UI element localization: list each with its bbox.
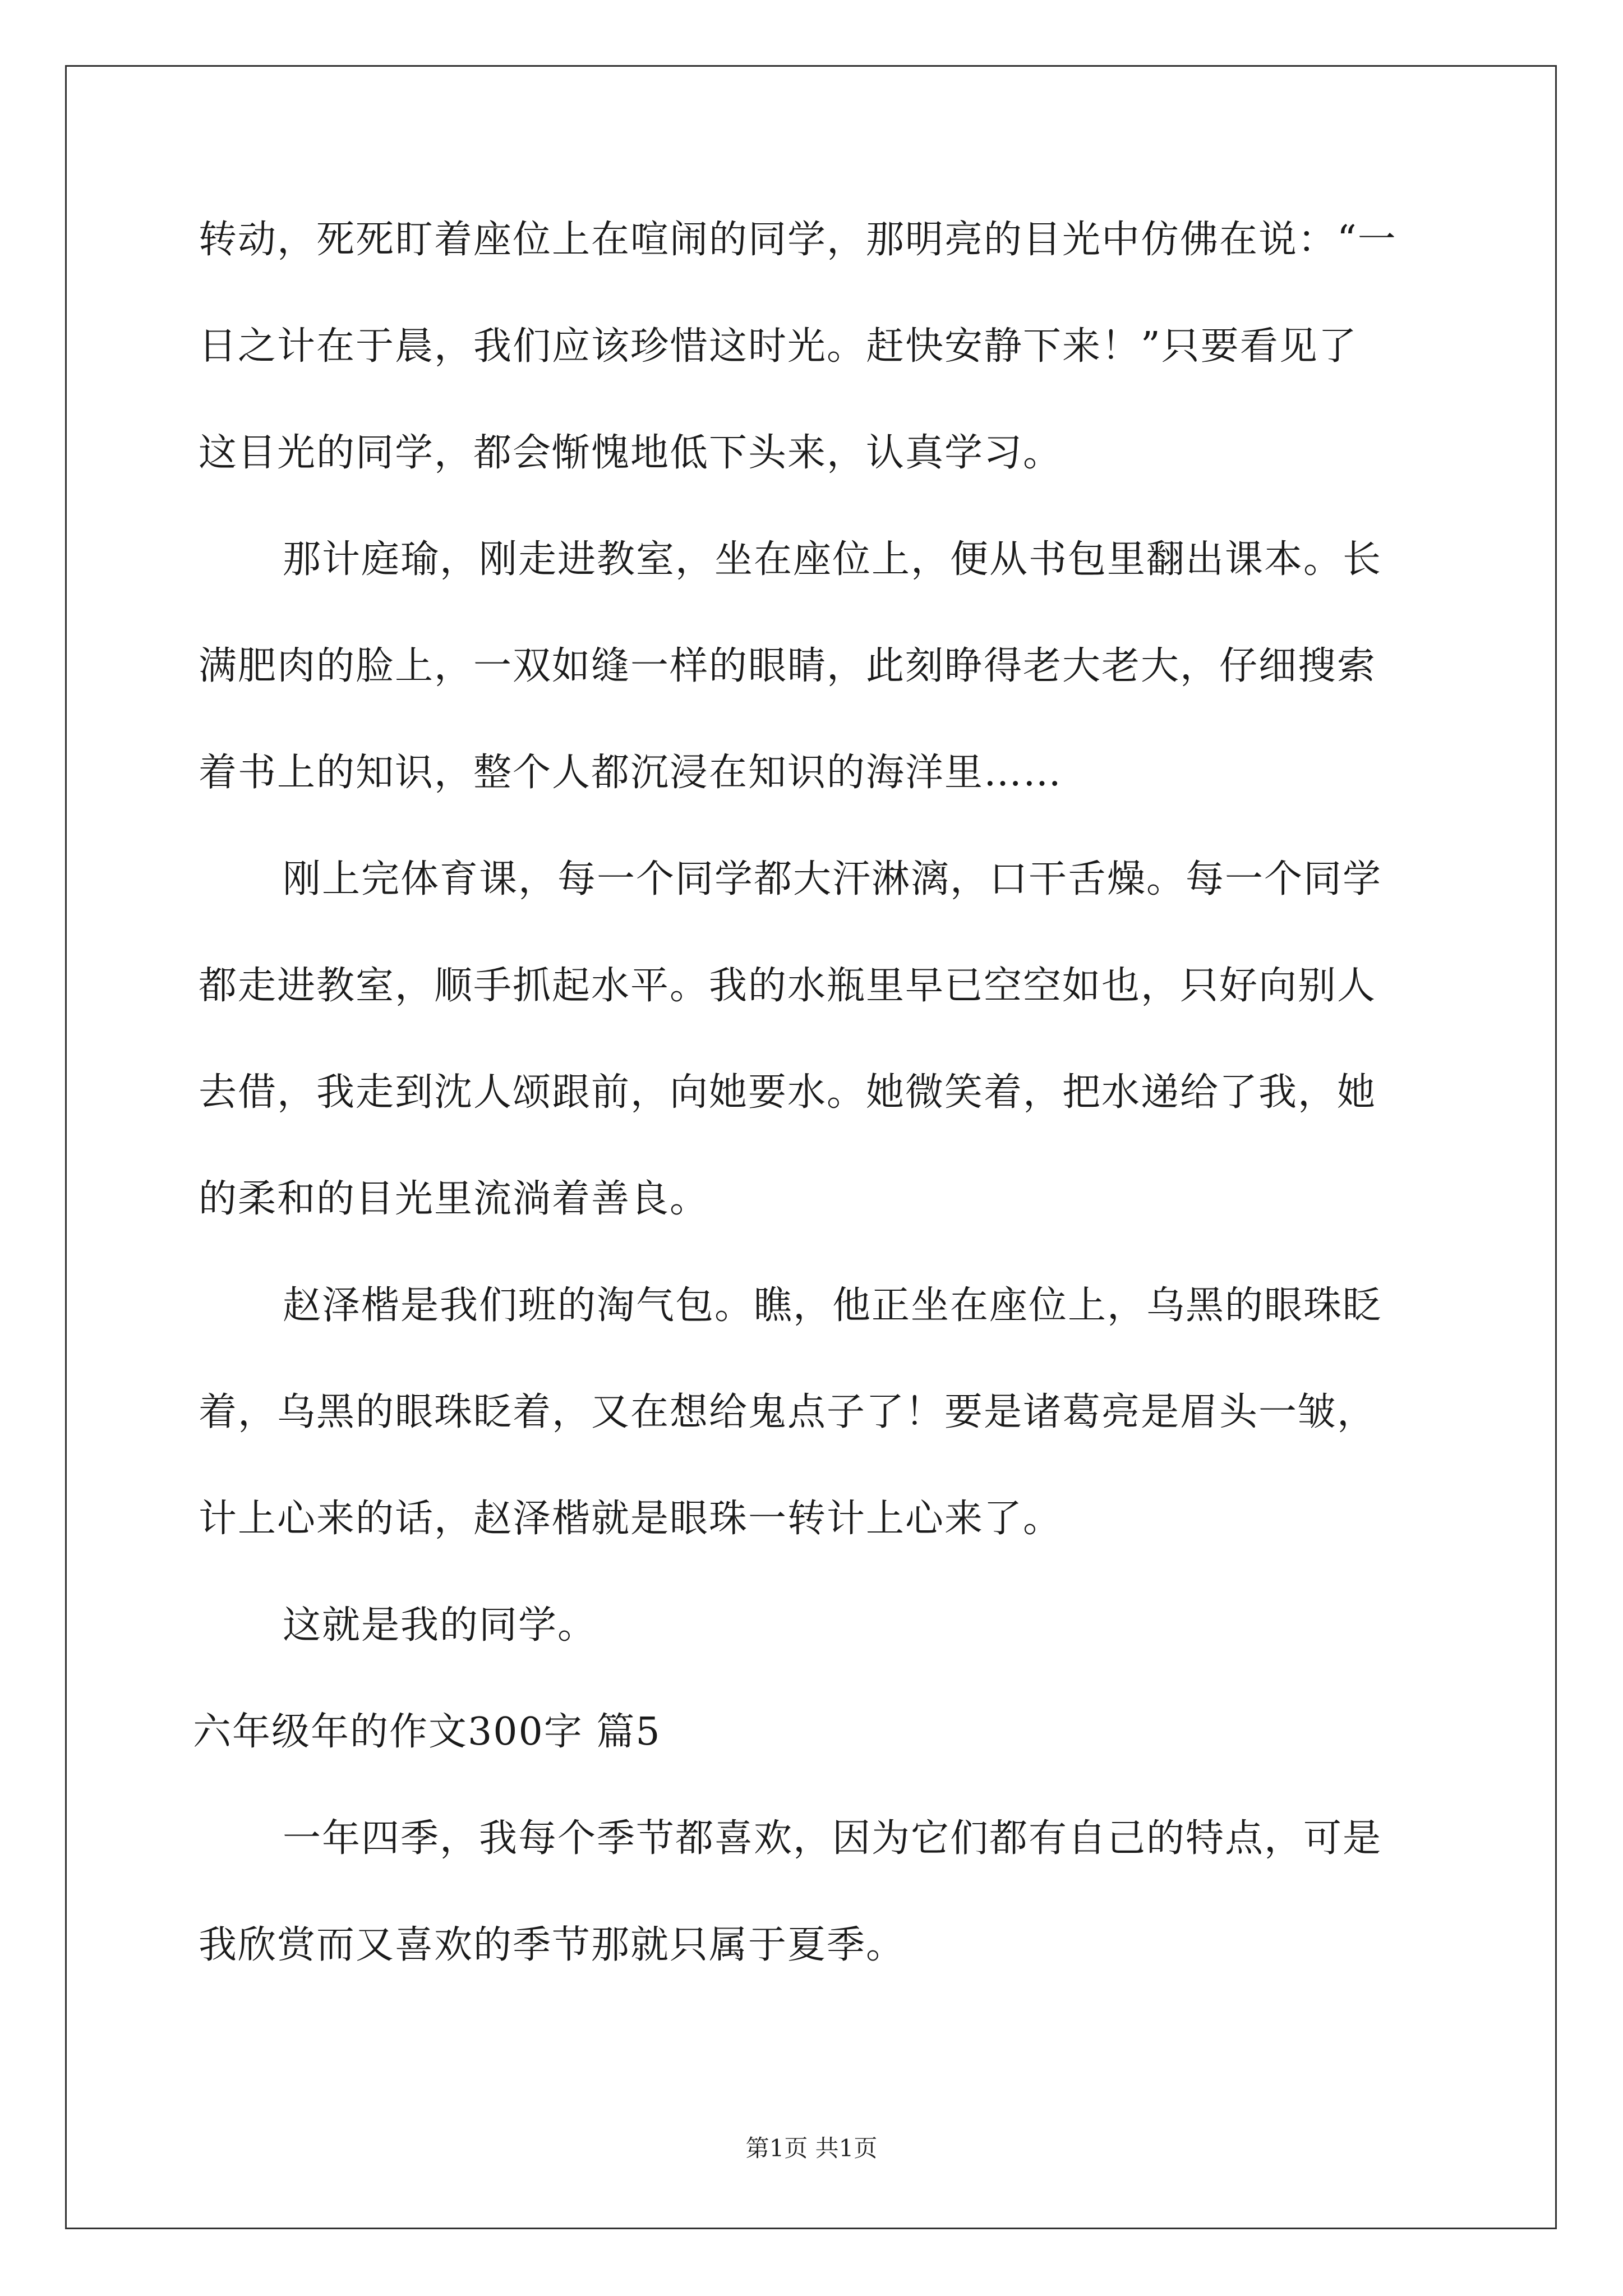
text-line: 着书上的知识，整个人都沉浸在知识的海洋里…… [199,751,1063,795]
text-line: 这就是我的同学。 [283,1603,597,1648]
text-line: 我欣赏而又喜欢的季节那就只属于夏季。 [199,1923,906,1967]
section-heading: 六年级年的作文300字 篇5 [193,1710,661,1754]
text-line: 这目光的同学，都会惭愧地低下头来，认真学习。 [199,431,1063,475]
text-line: 计上心来的话，赵泽楷就是眼珠一转计上心来了。 [199,1497,1063,1541]
text-line: 的柔和的目光里流淌着善良。 [199,1177,709,1221]
document-body [193,213,1432,2025]
text-line: 赵泽楷是我们班的淘气包。瞧，他正坐在座位上，乌黑的眼珠眨 [283,1283,1382,1328]
page-number-footer: 第1页 共1页 [745,2134,878,2162]
text-line: 一年四季，我每个季节都喜欢，因为它们都有自己的特点，可是 [283,1816,1382,1861]
text-line: 那计庭瑜，刚走进教室，坐在座位上，便从书包里翻出课本。长 [283,537,1382,582]
text-line: 转动，死死盯着座位上在喧闹的同学，那明亮的目光中仿佛在说：“一 [199,218,1397,262]
text-line: 着，乌黑的眼珠眨着，又在想给鬼点子了！要是诸葛亮是眉头一皱， [199,1390,1377,1434]
text-line: 日之计在于晨，我们应该珍惜这时光。赶快安静下来！”只要看见了 [199,324,1358,369]
text-line: 都走进教室，顺手抓起水平。我的水瓶里早已空空如也，只好向别人 [199,964,1377,1008]
text-line: 刚上完体育课，每一个同学都大汗淋漓，口干舌燥。每一个同学 [283,857,1382,901]
text-line: 满肥肉的脸上，一双如缝一样的眼睛，此刻睁得老大老大，仔细搜索 [199,644,1377,688]
text-line: 去借，我走到沈人颂跟前，向她要水。她微笑着，把水递给了我，她 [199,1070,1377,1115]
